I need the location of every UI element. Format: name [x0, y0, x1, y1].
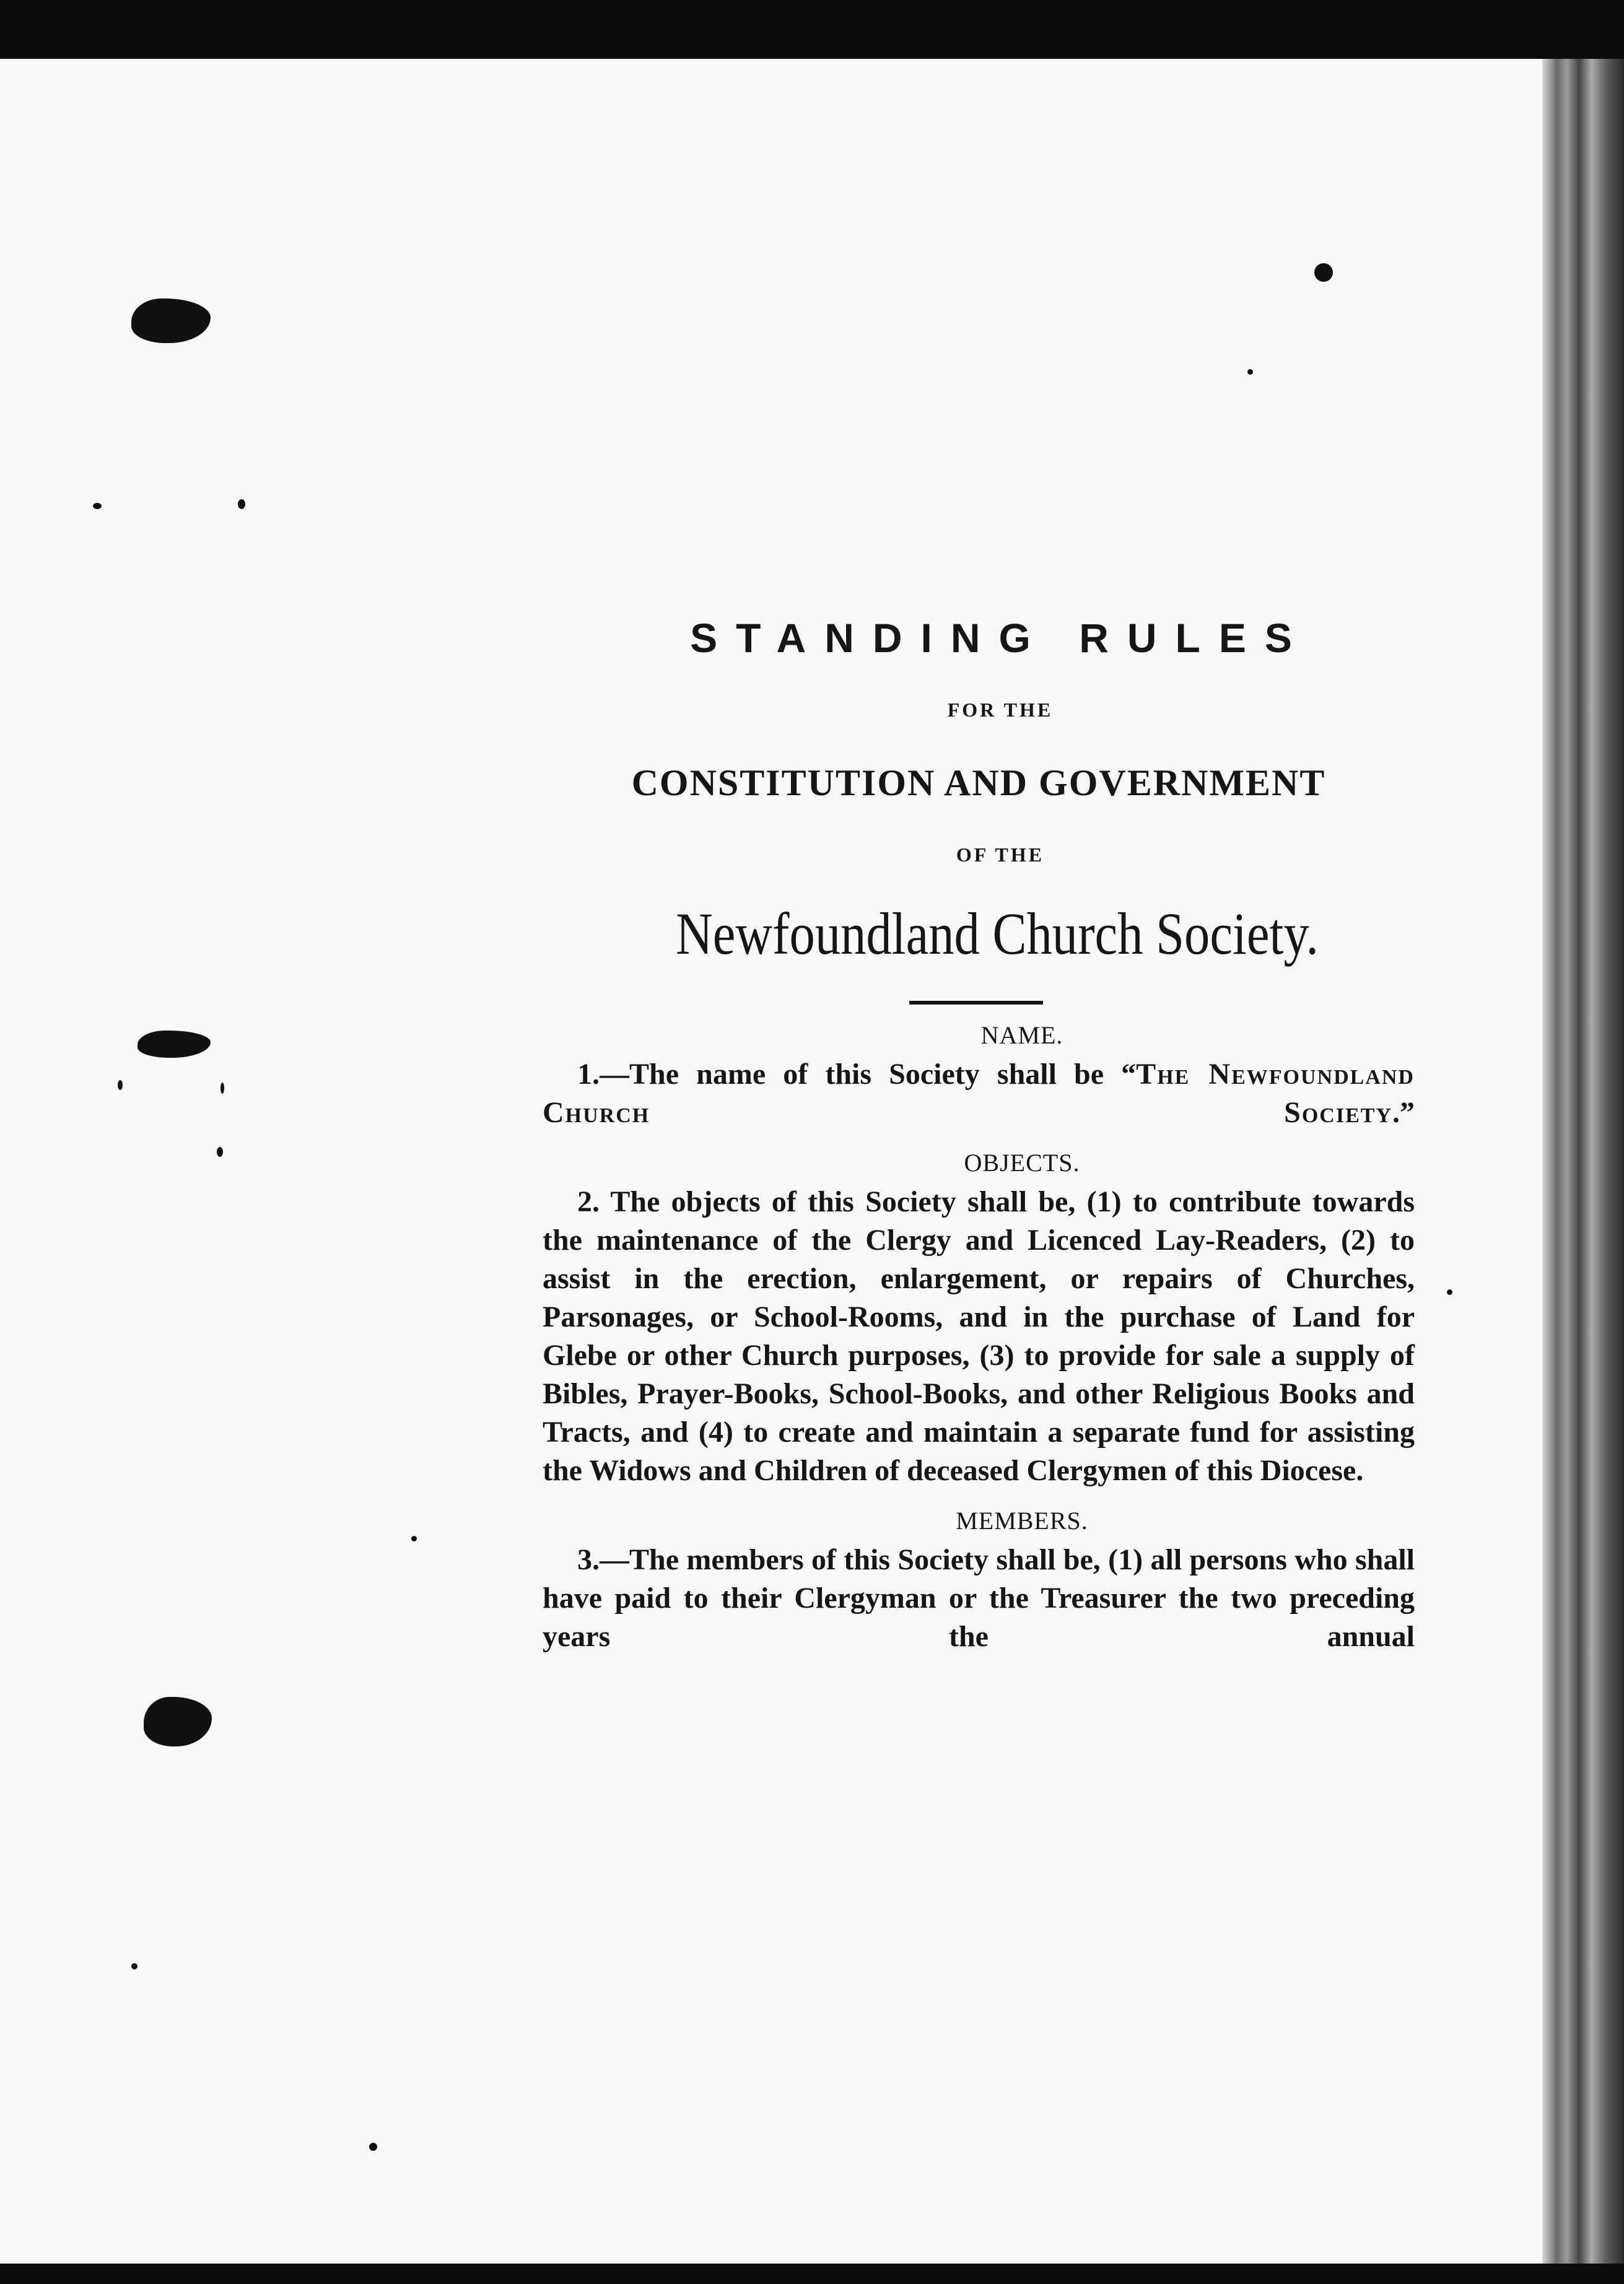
rule-text: .” — [1392, 1096, 1415, 1129]
ink-dot — [1314, 263, 1333, 282]
rule-text: 1.—The name of this Society shall be “ — [577, 1058, 1137, 1091]
ink-dot — [369, 2143, 377, 2151]
section-heading-members: MEMBERS. — [956, 1507, 1088, 1535]
section-divider — [909, 1001, 1043, 1005]
section-heading-name: NAME. — [980, 1021, 1063, 1049]
document-title: STANDING RULES — [690, 615, 1311, 661]
society-name: Newfoundland Church Society. — [676, 900, 1319, 967]
rule-paragraph: 3.—The members of this Society shall be, (1) all persons who shall have paid to their Clergyman or the Treasurer the two preceding years the annual — [543, 1543, 1415, 1653]
rule-paragraph: 2. The objects of this Society shall be, (1) to contribute towards the maintenance of the Clergy and Licenced Lay-Readers, (2) to assist in the erection, enlargement, or repairs of Churches, Parsonages, or School-Rooms, and in the purchase of Land for Glebe or other Church purposes, (3) to provide for sale a supply of Bibles, Prayer-Books, School-Books, and other Religious Books and Tracts, and (4) to create and maintain a separate fund for assisting the Widows and Children of deceased Clergymen of this Diocese. — [543, 1185, 1415, 1487]
ink-dot — [217, 1147, 223, 1157]
document-subtitle: CONSTITUTION AND GOVERNMENT — [631, 762, 1326, 803]
ink-dot — [118, 1080, 123, 1090]
ink-dot — [131, 1963, 138, 1969]
section-heading-objects: OBJECTS. — [964, 1149, 1080, 1177]
rule-paragraph — [543, 1055, 1415, 1132]
ink-dot — [1247, 369, 1253, 375]
rule-text-smallcaps: The Newfoundland Church Society — [543, 1058, 1415, 1129]
ink-dot — [93, 503, 102, 509]
title-connector: OF THE — [956, 843, 1045, 866]
document-text — [543, 607, 1415, 1656]
ink-dot — [1447, 1289, 1452, 1295]
title-connector: FOR THE — [947, 699, 1054, 721]
ink-dot — [220, 1083, 224, 1094]
page-fore-edge — [1542, 59, 1624, 2264]
ink-dot — [411, 1536, 417, 1541]
ink-dot — [238, 499, 245, 509]
